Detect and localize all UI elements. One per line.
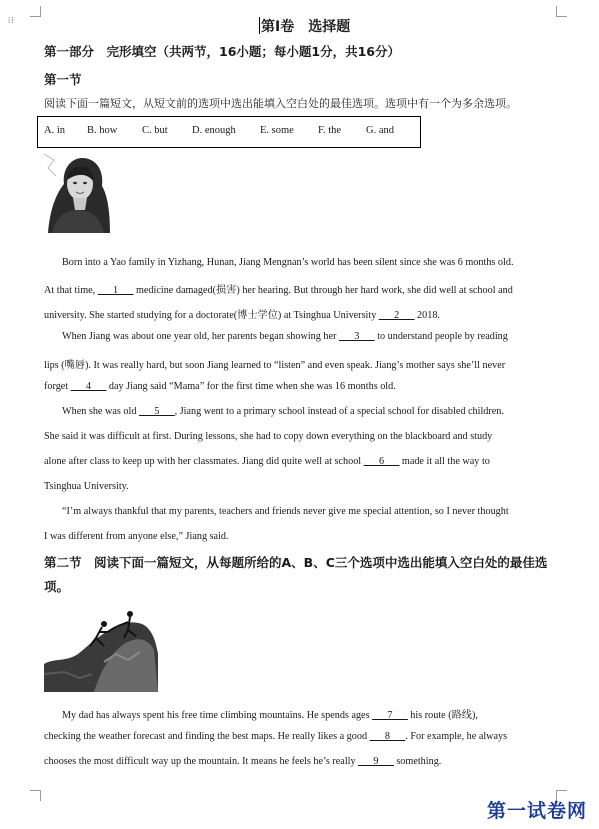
word-option: E. some	[260, 125, 294, 136]
section2-heading: 第二节 阅读下面一篇短文，从每题所给的A、B、C三个选项中选出能填入空白处的最佳选	[44, 555, 548, 570]
portrait-photo	[44, 154, 111, 233]
section2-heading-cont: 项。	[44, 579, 70, 594]
word-option: C. but	[142, 125, 168, 136]
passage1-line: When she was old ___5___, Jiang went to a primary school instead of a special school for disabled children.	[62, 406, 504, 417]
passage1-line: Tsinghua University.	[44, 481, 129, 492]
passage1-line: forget ___4___ day Jiang said “Mama” for the first time when she was 16 months old.	[44, 381, 396, 392]
blank-5[interactable]: ___5___	[138, 406, 175, 417]
word-option: F. the	[318, 125, 342, 136]
page-title: 第I卷 选择题	[261, 19, 351, 35]
blank-2[interactable]: ___2___	[378, 310, 415, 321]
passage1-line: She said it was difficult at first. During lessons, she had to copy down everything on the blackboard and study	[44, 431, 493, 442]
blank-6[interactable]: ___6___	[363, 456, 400, 467]
passage2-line: checking the weather forecast and finding the best maps. He really likes a good ___8___. For example, he always	[44, 731, 508, 742]
text-cursor	[259, 17, 260, 34]
word-option: B. how	[87, 125, 118, 136]
section1-heading: 第一节	[44, 72, 82, 87]
blank-4[interactable]: ___4___	[70, 381, 107, 392]
passage1-line: I was different from anyone else,” Jiang said.	[44, 531, 229, 542]
passage1-line: lips (嘴唇). It was really hard, but soon Jiang learned to “listen” and even speak. Jiang’s mother says she’ll never	[44, 360, 506, 371]
blank-8[interactable]: ___8___	[369, 731, 406, 742]
climbing-photo	[44, 602, 158, 692]
passage1-line: university. She started studying for a doctorate(博士学位) at Tsinghua University ___2___ 2018.	[44, 310, 440, 321]
word-option: D. enough	[192, 125, 236, 136]
watermark-logo: 第一试卷网	[487, 800, 588, 822]
passage1-line: Born into a Yao family in Yizhang, Hunan, Jiang Mengnan’s world has been silent since she was 6 months old.	[62, 257, 514, 268]
drag-handle-icon[interactable]: ⁞⁞	[8, 16, 15, 25]
blank-9[interactable]: ___9___	[358, 756, 394, 767]
passage2-line: chooses the most difficult way up the mountain. It means he feels he’s really ___9___ something.	[44, 756, 442, 767]
passage1-line: “I’m always thankful that my parents, teachers and friends never give me special attention, so I never thought	[62, 506, 509, 517]
crop-mark-top-left	[30, 6, 41, 17]
word-option: G. and	[366, 125, 394, 136]
passage1-line: alone after class to keep up with her classmates. Jiang did quite well at school ___6___ made it all the way to	[44, 456, 490, 467]
part1-heading: 第一部分 完形填空（共两节，16小题；每小题1分，共16分）	[44, 44, 400, 59]
blank-1[interactable]: ___1___	[97, 285, 134, 296]
section1-instruction: 阅读下面一篇短文，从短文前的选项中选出能填入空白处的最佳选项。选项中有一个为多余选项。	[44, 97, 517, 110]
passage1-line: At that time, ___1___ medicine damaged(损害) her hearing. But through her hard work, she did well at school and	[44, 285, 513, 296]
word-option: A. in	[44, 125, 65, 136]
crop-mark-top-right	[556, 6, 567, 17]
blank-3[interactable]: ___3___	[338, 331, 375, 342]
crop-mark-bottom-left	[30, 790, 41, 801]
passage1-line: When Jiang was about one year old, her parents began showing her ___3___ to understand people by reading	[62, 331, 508, 342]
blank-7[interactable]: ___7___	[372, 710, 408, 721]
passage2-line: My dad has always spent his free time climbing mountains. He spends ages ___7___ his route (路线),	[62, 710, 478, 721]
